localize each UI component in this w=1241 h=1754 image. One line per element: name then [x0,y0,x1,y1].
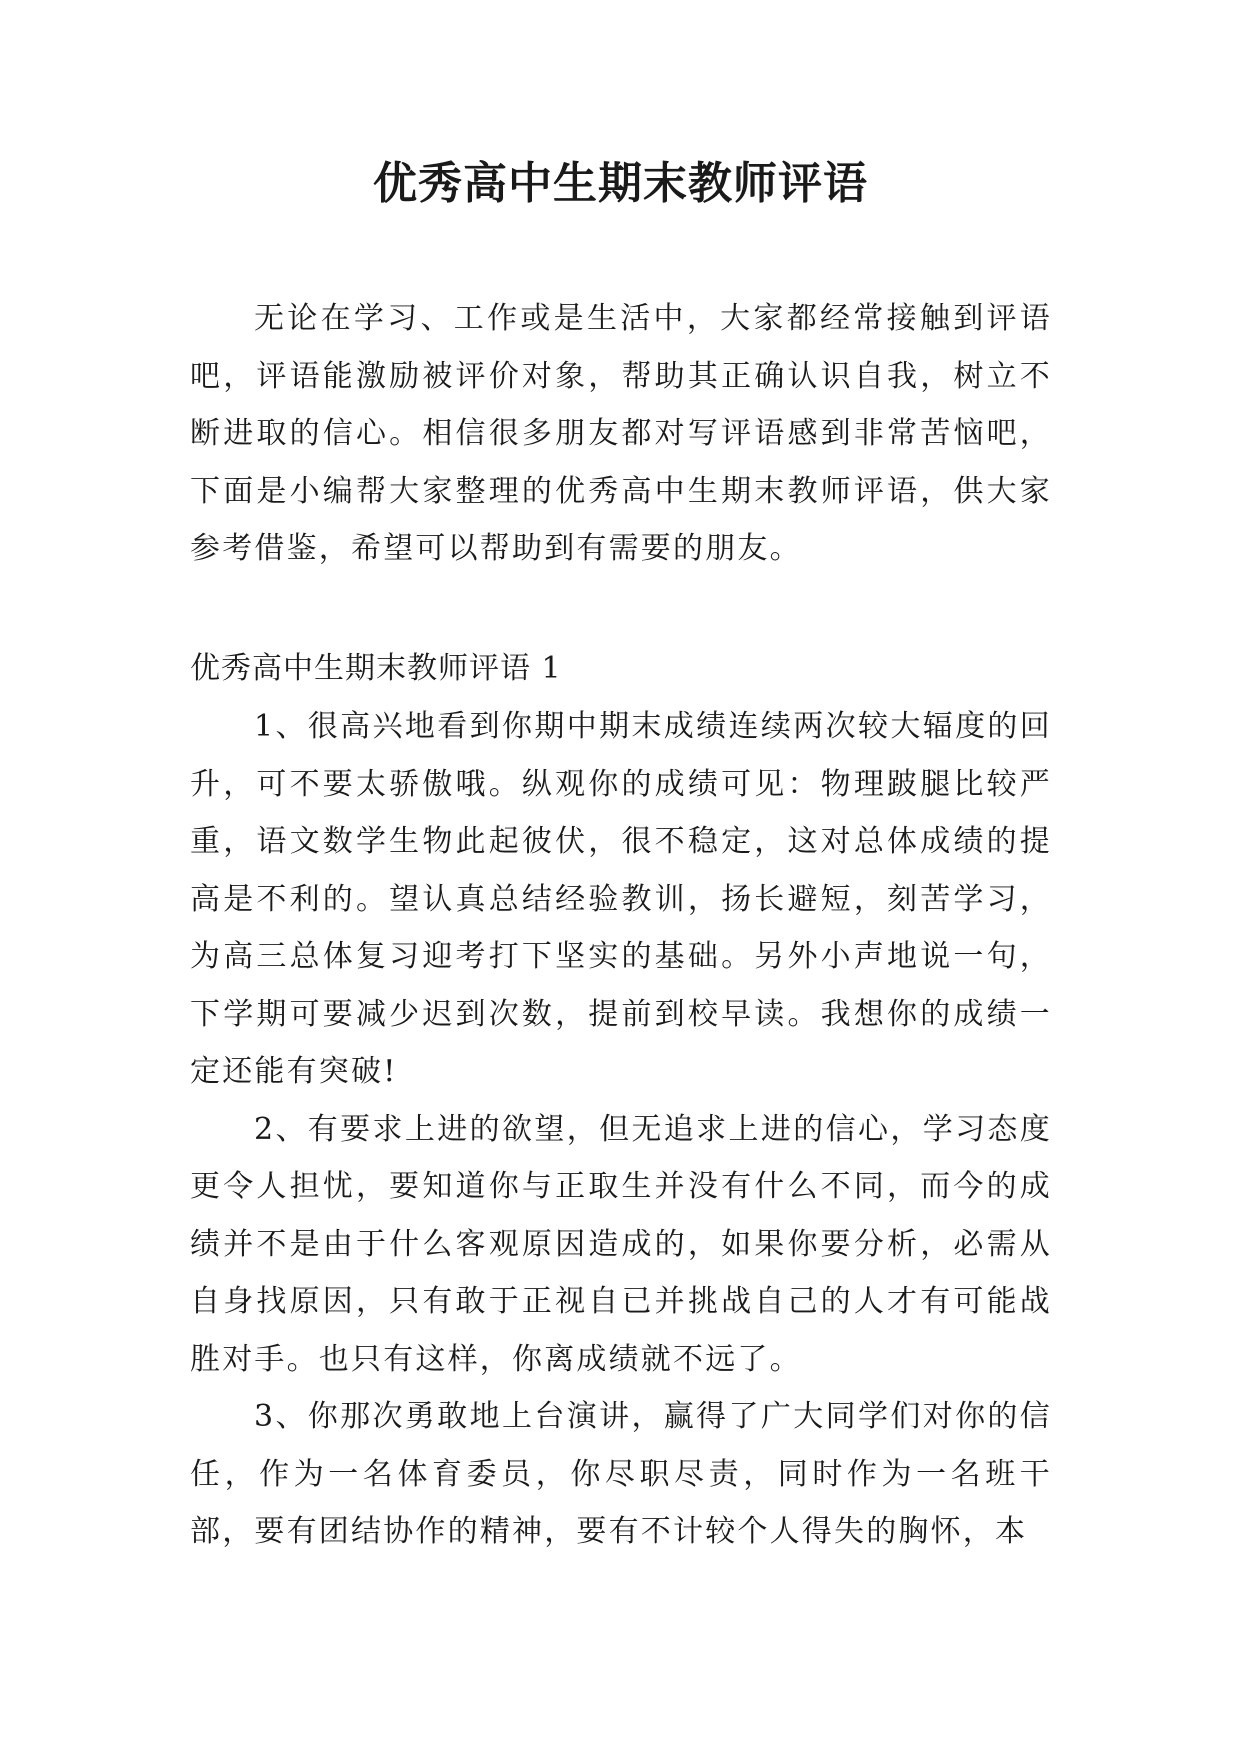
comments-list [190,698,1052,1561]
document-title: 优秀高中生期末教师评语 [373,158,868,209]
section-heading: 优秀高中生期末教师评语 1 [190,651,562,686]
comment-paragraph: 1、很高兴地看到你期中期末成绩连续两次较大辐度的回升，可不要太骄傲哦。纵观你的成绩可见：物理跛腿比较严重，语文数学生物此起彼伏，很不稳定，这对总体成绩的提高是不利的。望认真总结经验教训，扬长避短，刻苦学习，为高三总体复习迎考打下坚实的基础。另外小声地说一句，下学期可要减少迟到次数，提前到校早读。我想你的成绩一定还能有突破! [190,709,1052,1089]
intro-paragraph-block [190,290,1052,578]
comment-paragraph: 2、有要求上进的欲望，但无追求上进的信心，学习态度更令人担忧，要知道你与正取生并没有什么不同，而今的成绩并不是由于什么客观原因造成的，如果你要分析，必需从自身找原因，只有敢于正视自已并挑战自己的人才有可能战胜对手。也只有这样，你离成绩就不远了。 [190,1111,1052,1377]
intro-paragraph: 无论在学习、工作或是生活中，大家都经常接触到评语吧，评语能激励被评价对象，帮助其正确认识自我，树立不断进取的信心。相信很多朋友都对写评语感到非常苦恼吧，下面是小编帮大家整理的优秀高中生期末教师评语，供大家参考借鉴，希望可以帮助到有需要的朋友。 [190,301,1052,566]
comment-paragraph: 3、你那次勇敢地上台演讲，赢得了广大同学们对你的信任，作为一名体育委员，你尽职尽责，同时作为一名班干部，要有团结协作的精神，要有不计较个人得失的胸怀，本 [190,1399,1052,1549]
